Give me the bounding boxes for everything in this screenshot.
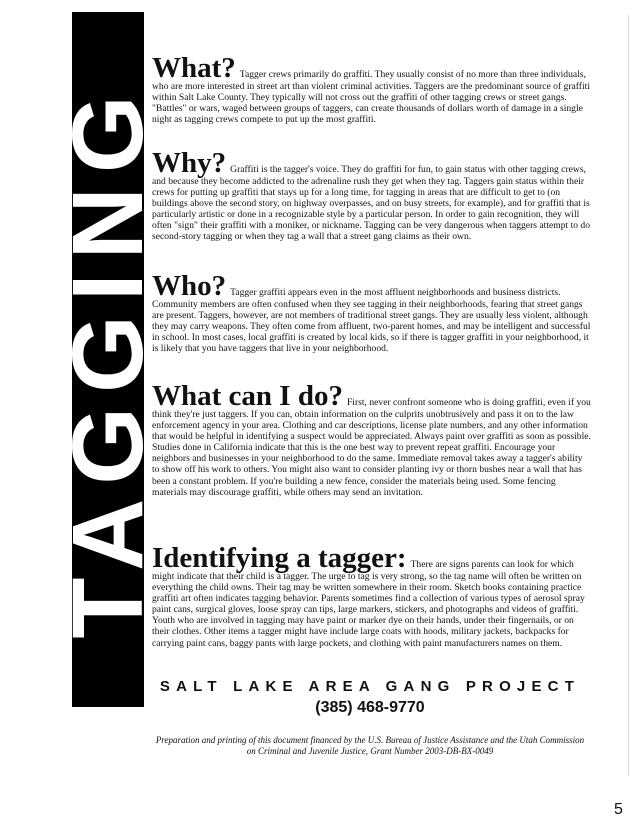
section-heading-what: What? (152, 52, 236, 84)
section-text-what-can-i-do: First, never confront someone who is doing graffiti, even if you think they're just taggers. If you can, obtain information on the culprits unobtrusively and pass it on to the law enforcement agency in your area. Clothing and car descriptions, license plate numbers, and any other information that would be helpful in identifying a suspect would be appreciated. Always paint over graffiti as soon as possible. Studies done in California indicate that this is the one best way to prevent repeat graffiti. Encourage your neighbors and businesses in your neighborhood to do the same. Immediate removal takes away a tagger's ability to show off his work to others. You might also want to consider planting ivy or thorn bushes near a wall that has been a constant problem. If you're building a new fence, consider the materials being used. Some fencing materials may discourage graffiti, while others may send an invitation. (152, 397, 591, 498)
section-heading-who: Who? (152, 270, 227, 302)
section-text-who: Tagger graffiti appears even in the most affluent neighborhoods and business districts. Community members are often confused when they see tagging in their neighborhoods, fearing that street gangs are present. Taggers, however, are not members of traditional street gangs. They are usually less violent, although they may carry weapons. They often come from affluent, two-parent homes, and may be intelligent and successful in school. In most cases, local graffiti is created by local kids, so if there is tagger graffiti in your neighborhood, it is likely that you have taggers that live in your neighborhood. (152, 287, 591, 355)
funding-credit-line-1: Preparation and printing of this document financed by the U.S. Bureau of Justice Assistance and the Utah Commission (155, 735, 585, 745)
sidebar-banner (52, 12, 164, 707)
organization-name: SALT LAKE AREA GANG PROJECT (159, 678, 581, 695)
section-text-what: Tagger crews primarily do graffiti. They usually consist of no more than three individuals, who are more interested in street art than violent criminal activities. Taggers are the predominant source of graffiti within Salt Lake County. They typically will not cross out the graffiti of other tagging crews or street gangs. "Battles" or wars, waged between groups of taggers, can create thousands of dollars worth of damage in a single night as tagging crews compete to put up the most graffiti. (152, 69, 590, 126)
page-edge-line (628, 15, 629, 775)
sidebar-title: TAGGING (52, 80, 164, 639)
section-heading-identifying: Identifying a tagger: (152, 542, 407, 574)
section-what-can-i-do (152, 380, 592, 498)
page-number: 5 (614, 801, 623, 818)
section-why (152, 147, 592, 243)
section-heading-what-can-i-do: What can I do? (152, 380, 343, 412)
section-text-why: Graffiti is the tagger's voice. They do graffiti for fun, to gain status with other tagging crews, and because they become addicted to the adrenaline rush they get when they tag. Taggers gain status within their crews for putting up graffiti that stays up for a long time, for tagging in areas that are difficult to get to (on buildings above the second story, on highway overpasses, and on busy streets, for example), and for graffiti that is particularly artistic or done in a recognizable style by a particular person. In order to gain recognition, they will often "sign" their graffiti with a moniker, or nickname. Tagging can be very dangerous when taggers attempt to do second-story tagging or when they tag a wall that a street gang claims as their own. (152, 164, 591, 243)
section-who (152, 270, 592, 355)
funding-credit-line-2: on Criminal and Juvenile Justice, Grant Number 2003-DB-BX-0049 (246, 746, 494, 756)
section-what (152, 52, 592, 126)
phone-number: (385) 468-9770 (315, 699, 425, 716)
funding-credit (150, 735, 590, 757)
section-text-identifying: There are signs parents can look for which might indicate that their child is a tagger. The urge to tag is very strong, so the tag name will often be written on everything the child owns. Their tag may be written somewhere in their room. Sketch books containing practice graffiti art often indicates tagging behavior. Parents sometimes find a collection of various types of aerosol spray paint cans, surgical gloves, loose spray can tips, large markers, stickers, and photographs and videos of graffiti. Youth who are involved in tagging may have paint or marker dye on their hands, under their fingernails, or on their clothes. Other items a tagger might have include large coats with hoods, military jackets, backpacks for carrying paint cans, baggy pants with large pockets, and clothing with paint manufacturers names on them. (152, 559, 585, 649)
section-identifying (152, 542, 592, 649)
section-heading-why: Why? (152, 147, 227, 179)
